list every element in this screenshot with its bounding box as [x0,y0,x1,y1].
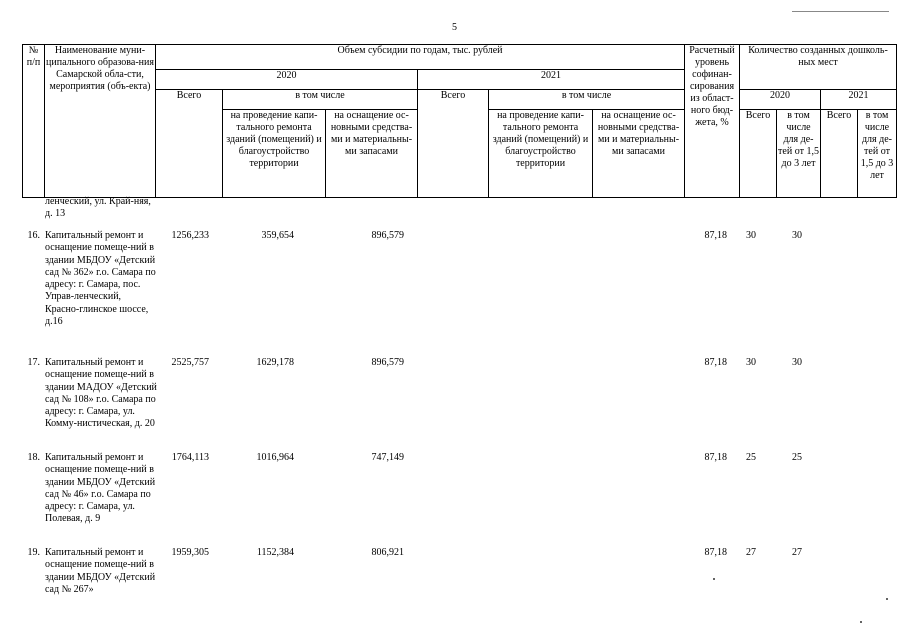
header-year-2020: 2020 [156,69,418,89]
row-level: 87,18 [704,547,727,558]
header-including-2021: в том числе [489,89,685,109]
header-repair-2021: на проведение капи-тального ремонта зданий (помещений) и благоустройство территории [489,109,593,197]
header-equip-2021: на оснащение ос-новными средства-ми и материальны-ми запасами [593,109,685,197]
header-total-2020: Всего [156,89,223,197]
header-subsidy: Объем субсидии по годам, тыс. рублей [156,45,685,70]
row-places-2020: 30 [746,357,756,368]
header-places-2020: 2020 [740,89,821,109]
row-repair-2020: 1152,384 [256,547,294,558]
header-including-2020: в том числе [223,89,418,109]
row-equip-2020: 806,921 [371,547,404,558]
continuation-text: ленческий, ул. Край-няя, д. 13 [45,196,151,220]
header-places: Количество созданных дошколь-ных мест [740,45,897,70]
header-num: № п/п [23,45,45,198]
row-total-2020: 1764,113 [171,452,209,463]
header-places-children-2021: в том числе для де-тей от 1,5 до 3 лет [858,109,897,197]
row-places-small-2020: 30 [792,357,802,368]
row-num: 16. [27,230,40,241]
row-repair-2020: 359,654 [261,230,294,241]
row-name: Капитальный ремонт и оснащение помеще-ний в здании МАДОУ «Детский сад № 108» г.о. Самара по адресу: г. Самара, ул. Комму-нистическая, д. 20 [45,357,157,430]
header-name: Наименование муни-ципального образова-ния Самарской обла-сти, мероприятия (объ-екта) [45,45,156,198]
header-places-2021: 2021 [821,89,897,109]
row-total-2020: 1256,233 [171,230,209,241]
header-level: Расчетный уровень софинан-сирования из област-ного бюд-жета, % [685,45,740,198]
row-total-2020: 2525,757 [171,357,209,368]
header-equip-2020: на оснащение ос-новными средства-ми и материальны-ми запасами [326,109,418,197]
row-places-2020: 30 [746,230,756,241]
header-year-2021: 2021 [418,69,685,89]
top-rule [792,11,889,12]
subsidy-table-header [22,44,897,198]
header-repair-2020: на проведение капи-тального ремонта зданий (помещений) и благоустройство территории [223,109,326,197]
row-equip-2020: 896,579 [371,230,404,241]
row-equip-2020: 896,579 [371,357,404,368]
row-name: Капитальный ремонт и оснащение помеще-ний в здании МБДОУ «Детский сад № 362» г.о. Самара по адресу: г. Самара, пос. Управ-ленческий, Красно-глинское шоссе, д.16 [45,230,156,328]
row-name: Капитальный ремонт и оснащение помеще-ний в здании МБДОУ «Детский сад № 46» г.о. Самара по адресу: г. Самара, ул. Полевая, д. 9 [45,452,156,525]
scan-speck [886,598,888,600]
row-total-2020: 1959,305 [171,547,209,558]
header-places-children-2020: в том числе для де-тей от 1,5 до 3 лет [777,109,821,197]
row-name: Капитальный ремонт и оснащение помеще-ний в здании МБДОУ «Детский сад № 267» [45,547,156,595]
row-places-2020: 25 [746,452,756,463]
row-places-small-2020: 27 [792,547,802,558]
row-equip-2020: 747,149 [371,452,404,463]
row-level: 87,18 [704,452,727,463]
row-places-small-2020: 25 [792,452,802,463]
row-places-2020: 27 [746,547,756,558]
row-repair-2020: 1016,964 [256,452,294,463]
row-repair-2020: 1629,178 [256,357,294,368]
header-places-total-2021: Всего [821,109,858,197]
scan-speck [713,578,715,580]
row-level: 87,18 [704,230,727,241]
header-places-total-2020: Всего [740,109,777,197]
row-num: 17. [27,357,40,368]
header-total-2021: Всего [418,89,489,197]
scan-speck [860,621,862,623]
page-number: 5 [452,22,457,33]
row-level: 87,18 [704,357,727,368]
row-num: 18. [27,452,40,463]
row-places-small-2020: 30 [792,230,802,241]
row-num: 19. [27,547,40,558]
